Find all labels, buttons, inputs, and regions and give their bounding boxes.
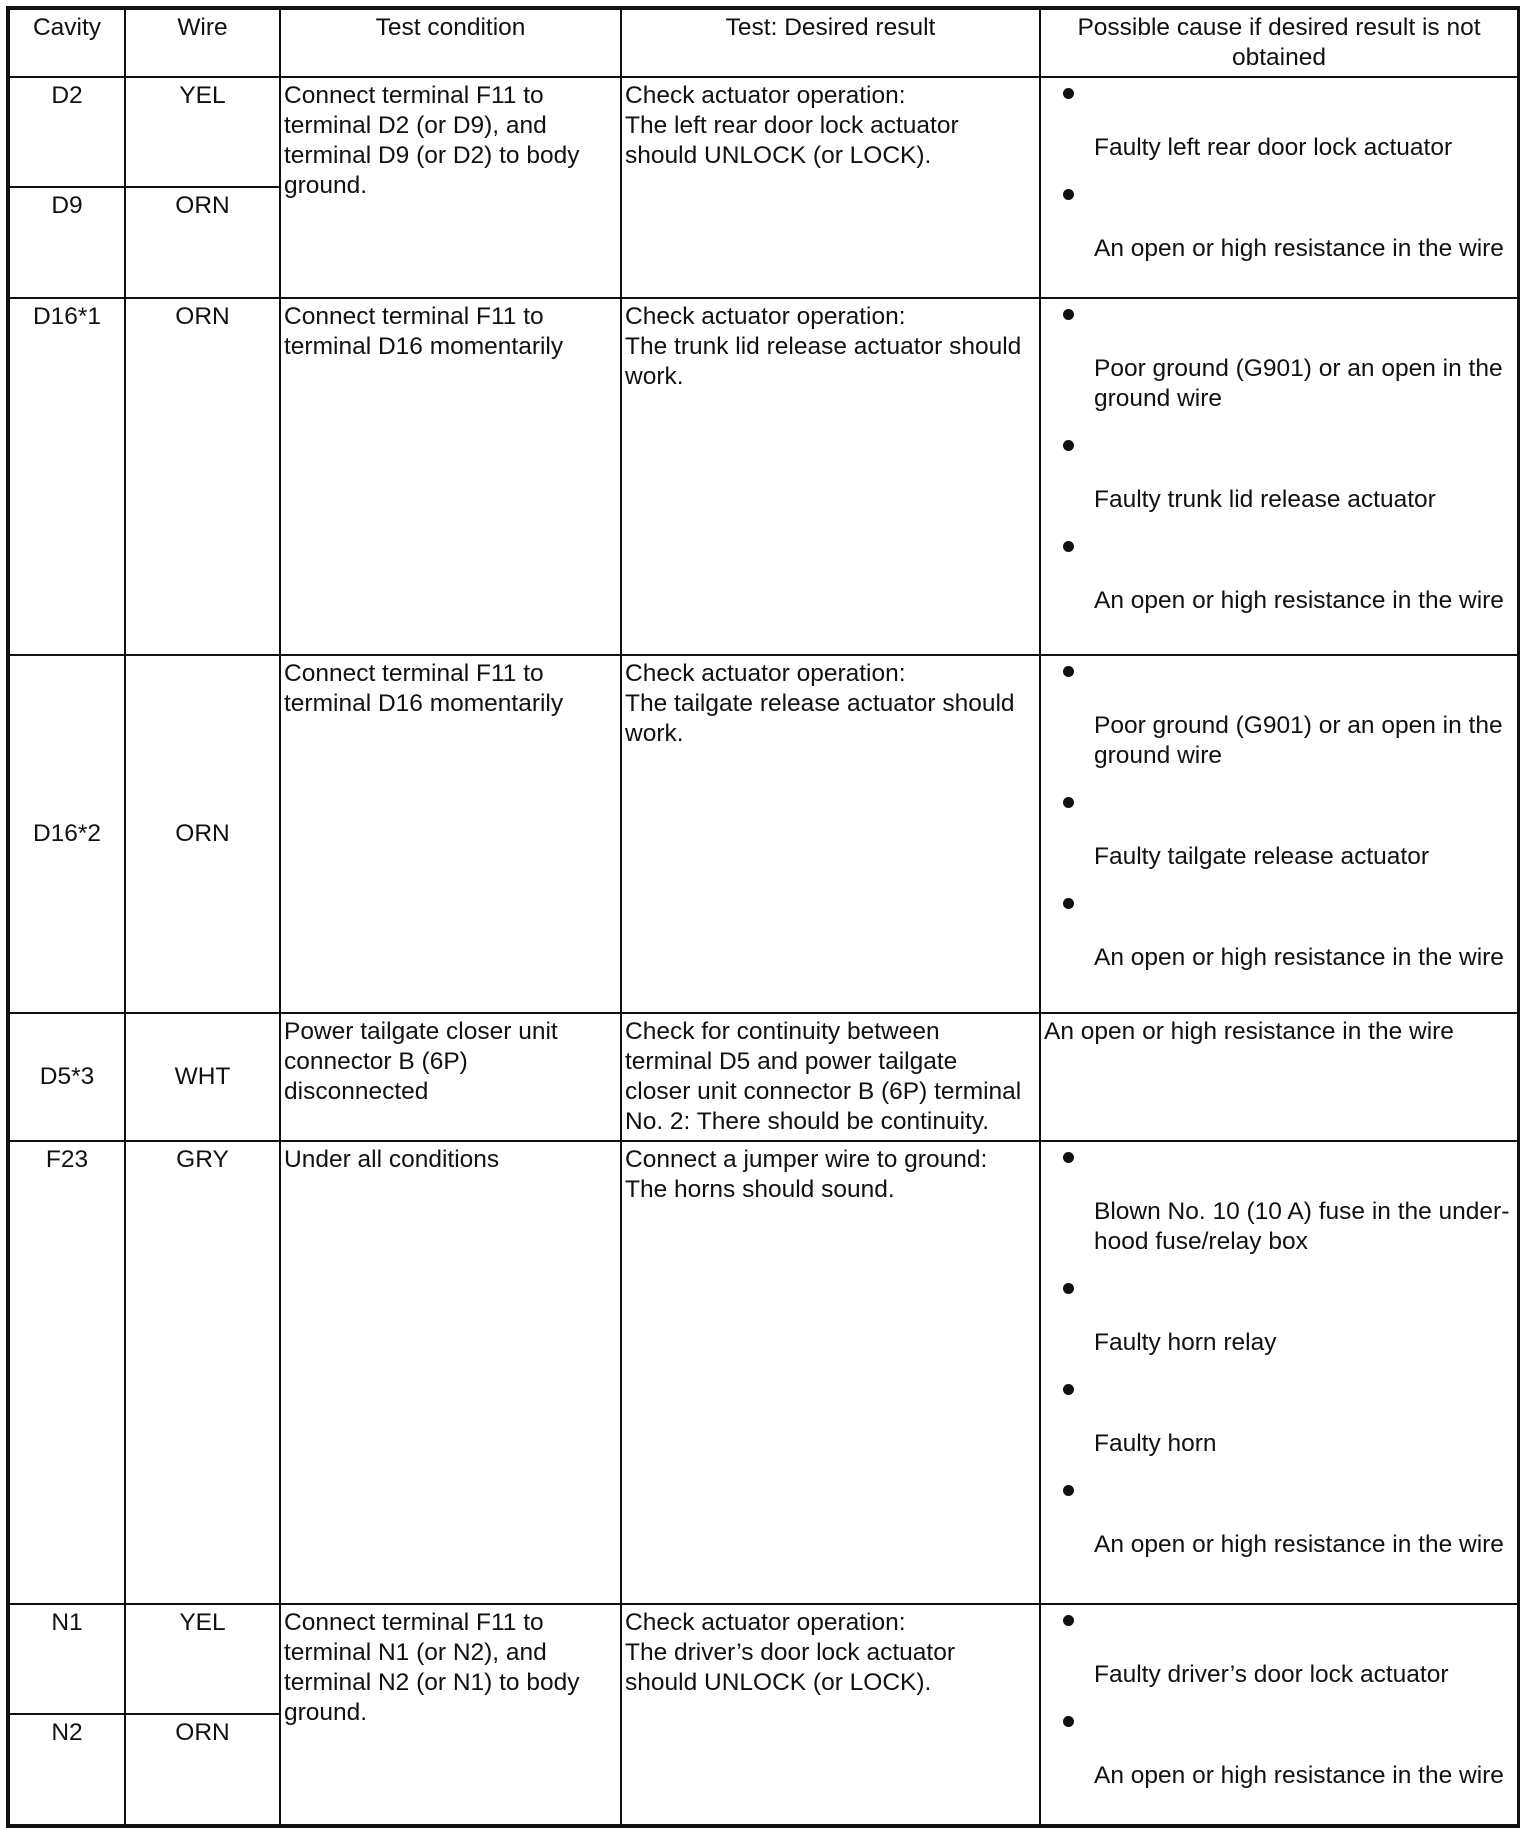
- cause-item: Faulty trunk lid release actuator: [1044, 433, 1514, 515]
- condition-line: connector B (6P): [284, 1048, 468, 1075]
- condition-line: Connect terminal F11 to: [284, 660, 544, 687]
- table-row: [8, 1141, 1519, 1604]
- condition-line: terminal D16 momentarily: [284, 690, 564, 717]
- cavity-cell: D16*2: [8, 655, 125, 1013]
- bullet-icon: [1063, 1283, 1074, 1294]
- test-condition-cell: [280, 77, 621, 298]
- cavity-cell: D16*1: [8, 298, 125, 655]
- cause-item: An open or high resistance in the wire: [1044, 1709, 1514, 1791]
- bullet-icon: [1063, 541, 1074, 552]
- possible-cause-cell: [1040, 1141, 1519, 1604]
- cause-item: An open or high resistance in the wire: [1044, 534, 1514, 616]
- bullet-icon: [1063, 797, 1074, 808]
- cause-item: Faulty horn relay: [1044, 1276, 1514, 1358]
- condition-line: terminal N2 (or N1) to body: [284, 1669, 580, 1696]
- bullet-icon: [1063, 1615, 1074, 1626]
- result-line: work.: [625, 363, 684, 390]
- condition-line: Power tailgate closer unit: [284, 1018, 558, 1045]
- result-line: The left rear door lock actuator: [625, 112, 959, 139]
- cavity-cell: D5*3: [8, 1013, 125, 1141]
- condition-line: disconnected: [284, 1078, 429, 1105]
- bullet-icon: [1063, 1152, 1074, 1163]
- result-line: should UNLOCK (or LOCK).: [625, 142, 932, 169]
- result-line: Check actuator operation:: [625, 82, 906, 109]
- wire-cell: GRY: [125, 1141, 280, 1604]
- wire-cell: ORN: [125, 655, 280, 1013]
- result-line: work.: [625, 720, 684, 747]
- header-test-condition: Test condition: [280, 8, 621, 77]
- test-condition-cell: [280, 1141, 621, 1604]
- wire-cell: WHT: [125, 1013, 280, 1141]
- result-line: Check for continuity between: [625, 1018, 940, 1045]
- test-condition-cell: [280, 655, 621, 1013]
- cavity-cell: F23: [8, 1141, 125, 1604]
- bullet-icon: [1063, 1485, 1074, 1496]
- result-line: No. 2: There should be continuity.: [625, 1108, 990, 1135]
- condition-line: Connect terminal F11 to: [284, 1609, 544, 1636]
- wire-cell: ORN: [125, 187, 280, 298]
- desired-result-cell: [621, 655, 1040, 1013]
- header-row: [8, 8, 1519, 77]
- condition-line: terminal D16 momentarily: [284, 333, 564, 360]
- header-desired-result: Test: Desired result: [621, 8, 1040, 77]
- possible-cause-cell: [1040, 655, 1519, 1013]
- connector-test-table: [6, 6, 1520, 1828]
- table-row: [8, 1604, 1519, 1714]
- desired-result-cell: [621, 1141, 1040, 1604]
- cause-item: An open or high resistance in the wire: [1044, 891, 1514, 973]
- cause-item: Poor ground (G901) or an open in the ground wire: [1044, 302, 1514, 414]
- condition-line: terminal D2 (or D9), and: [284, 112, 547, 139]
- bullet-icon: [1063, 666, 1074, 677]
- possible-cause-cell: [1040, 298, 1519, 655]
- test-condition-cell: [280, 1604, 621, 1826]
- condition-line: Connect terminal F11 to: [284, 303, 544, 330]
- wire-cell: ORN: [125, 1714, 280, 1826]
- bullet-icon: [1063, 898, 1074, 909]
- condition-line: Connect terminal F11 to: [284, 82, 544, 109]
- table-row: [8, 298, 1519, 655]
- cavity-cell: N1: [8, 1604, 125, 1714]
- desired-result-cell: [621, 1604, 1040, 1826]
- condition-line: ground.: [284, 1699, 368, 1726]
- table-row: [8, 77, 1519, 187]
- result-line: The trunk lid release actuator should: [625, 333, 1022, 360]
- cause-item: Poor ground (G901) or an open in the ground wire: [1044, 659, 1514, 771]
- result-line: The tailgate release actuator should: [625, 690, 1015, 717]
- bullet-icon: [1063, 309, 1074, 320]
- result-line: The horns should sound.: [625, 1176, 895, 1203]
- result-line: Check actuator operation:: [625, 660, 906, 687]
- cause-item: An open or high resistance in the wire: [1044, 1478, 1514, 1560]
- possible-cause-cell: [1040, 77, 1519, 298]
- header-possible-cause: Possible cause if desired result is not obtained: [1040, 8, 1519, 77]
- condition-line: terminal D9 (or D2) to body: [284, 142, 580, 169]
- cause-item: An open or high resistance in the wire: [1044, 182, 1514, 264]
- header-wire: Wire: [125, 8, 280, 77]
- cavity-cell: D2: [8, 77, 125, 187]
- condition-line: Under all conditions: [284, 1146, 500, 1173]
- condition-line: terminal N1 (or N2), and: [284, 1639, 547, 1666]
- desired-result-cell: [621, 77, 1040, 298]
- result-line: terminal D5 and power tailgate: [625, 1048, 958, 1075]
- possible-cause-cell: An open or high resistance in the wire: [1040, 1013, 1519, 1141]
- wire-cell: YEL: [125, 77, 280, 187]
- test-condition-cell: [280, 1013, 621, 1141]
- header-cavity: Cavity: [8, 8, 125, 77]
- possible-cause-cell: [1040, 1604, 1519, 1826]
- result-line: should UNLOCK (or LOCK).: [625, 1669, 932, 1696]
- desired-result-cell: [621, 298, 1040, 655]
- wire-cell: ORN: [125, 298, 280, 655]
- cause-item: Faulty left rear door lock actuator: [1044, 81, 1514, 163]
- cavity-cell: N2: [8, 1714, 125, 1826]
- result-line: Check actuator operation:: [625, 1609, 906, 1636]
- cause-item: Faulty horn: [1044, 1377, 1514, 1459]
- document-page: [6, 6, 1520, 1828]
- bullet-icon: [1063, 1384, 1074, 1395]
- cavity-cell: D9: [8, 187, 125, 298]
- condition-line: ground.: [284, 172, 368, 199]
- table-row: [8, 655, 1519, 1013]
- cause-item: Faulty tailgate release actuator: [1044, 790, 1514, 872]
- bullet-icon: [1063, 440, 1074, 451]
- result-line: closer unit connector B (6P) terminal: [625, 1078, 1022, 1105]
- result-line: The driver’s door lock actuator: [625, 1639, 955, 1666]
- cause-item: Blown No. 10 (10 A) fuse in the under-hood fuse/relay box: [1044, 1145, 1514, 1257]
- result-line: Connect a jumper wire to ground:: [625, 1146, 988, 1173]
- bullet-icon: [1063, 189, 1074, 200]
- bullet-icon: [1063, 1716, 1074, 1727]
- result-line: Check actuator operation:: [625, 303, 906, 330]
- table-row: [8, 1013, 1519, 1141]
- wire-cell: YEL: [125, 1604, 280, 1714]
- test-condition-cell: [280, 298, 621, 655]
- desired-result-cell: [621, 1013, 1040, 1141]
- bullet-icon: [1063, 88, 1074, 99]
- cause-item: Faulty driver’s door lock actuator: [1044, 1608, 1514, 1690]
